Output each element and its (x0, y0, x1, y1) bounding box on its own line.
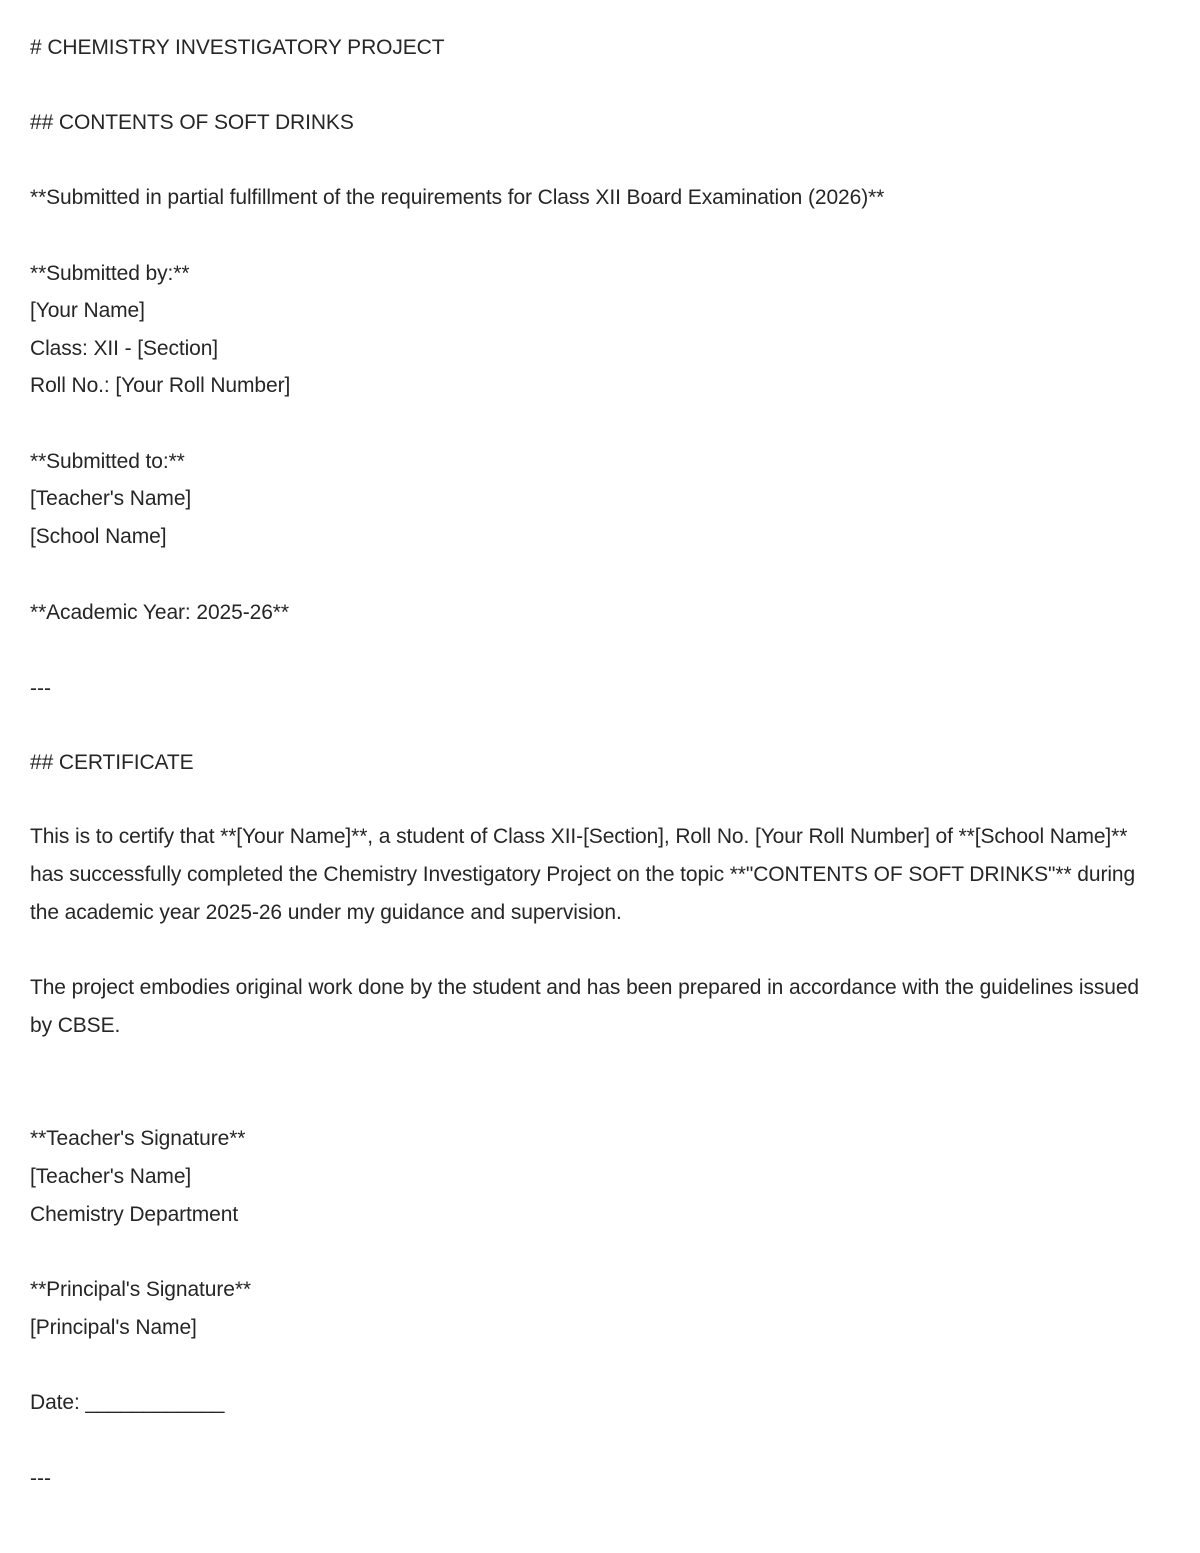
teacher-name: [Teacher's Name] (30, 487, 192, 510)
certificate-heading: ## CERTIFICATE (30, 751, 194, 774)
student-roll: Roll No.: [Your Roll Number] (30, 374, 291, 397)
principal-name: [Principal's Name] (30, 1316, 197, 1339)
separator: --- (30, 677, 51, 700)
certificate-paragraph: This is to certify that **[Your Name]**, a student of Class XII-[Section], Roll No. [Your Roll Number] of **[School Name]** has successfully completed the Chemistry Investigatory Project on the topic **"CONTENTS OF SOFT DRINKS"** during the academic year 2025-26 under my guidance and supervision. (30, 825, 1136, 924)
submission-note: **Submitted in partial fulfillment of the requirements for Class XII Board Examination (2026)** (30, 186, 885, 209)
academic-year: **Academic Year: 2025-26** (30, 601, 289, 624)
separator: --- (30, 1467, 51, 1490)
teacher-department: Chemistry Department (30, 1203, 239, 1226)
principal-signature-heading: **Principal's Signature** (30, 1278, 251, 1301)
submitted-by-heading: **Submitted by:** (30, 262, 190, 285)
school-name: [School Name] (30, 525, 167, 548)
student-name: [Your Name] (30, 299, 145, 322)
date-line: Date: ____________ (30, 1391, 225, 1414)
teacher-signature-name: [Teacher's Name] (30, 1165, 192, 1188)
teacher-signature-heading: **Teacher's Signature** (30, 1127, 246, 1150)
submitted-to-heading: **Submitted to:** (30, 450, 185, 473)
student-class: Class: XII - [Section] (30, 337, 219, 360)
document-subtitle: ## CONTENTS OF SOFT DRINKS (30, 111, 354, 134)
document-title: # CHEMISTRY INVESTIGATORY PROJECT (30, 36, 445, 59)
certificate-paragraph-2: The project embodies original work done by the student and has been prepared in accordance with the guidelines issued by CBSE. (30, 976, 1140, 1037)
